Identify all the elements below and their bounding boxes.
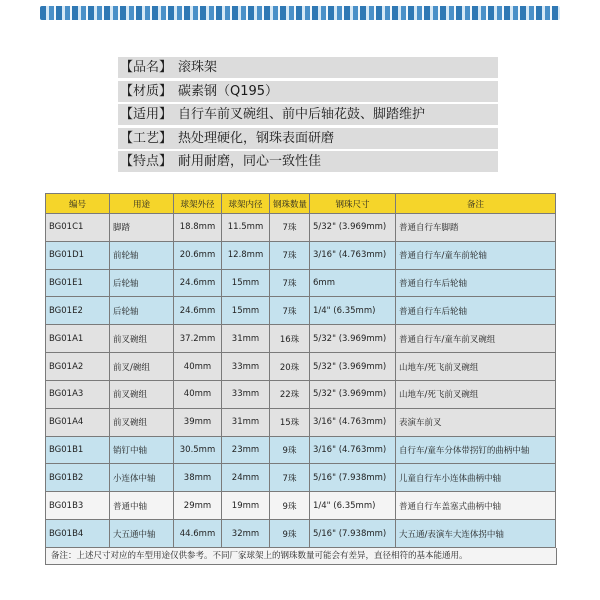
table-row — [46, 241, 556, 269]
table-cell: 普通中轴 — [110, 492, 174, 520]
spec-value: 热处理硬化，钢珠表面研磨 — [178, 130, 335, 146]
table-row — [46, 464, 556, 492]
table-cell: 5/16" (7.938mm) — [310, 464, 396, 492]
table-cell: 山地车/死飞前叉碗组 — [396, 380, 556, 408]
table-cell: 后轮轴 — [110, 269, 174, 297]
table-row — [46, 520, 556, 548]
spec-value: 自行车前叉碗组、前中后轴花鼓、脚踏维护 — [178, 107, 426, 122]
table-cell: BG01B2 — [46, 464, 110, 492]
table-cell: 15mm — [222, 269, 270, 297]
table-cell: 9珠 — [270, 492, 310, 520]
table-cell: 5/16" (7.938mm) — [310, 520, 396, 548]
table-cell: BG01C1 — [46, 214, 110, 242]
table-cell: BG01E1 — [46, 269, 110, 297]
table-cell: BG01B3 — [46, 492, 110, 520]
table-cell: 脚踏 — [110, 214, 174, 242]
table-cell: 前叉/碗组 — [110, 353, 174, 381]
spec-features — [118, 151, 498, 172]
column-header: 编号 — [46, 194, 110, 214]
table-cell: 普通自行车脚踏 — [396, 214, 556, 242]
table-cell: 22珠 — [270, 380, 310, 408]
table-cell: BG01E2 — [46, 297, 110, 325]
table-cell: 5/32" (3.969mm) — [310, 353, 396, 381]
table-cell: 6mm — [310, 269, 396, 297]
table-cell: 3/16" (4.763mm) — [310, 241, 396, 269]
decorative-banner-strip — [40, 6, 560, 20]
table-cell: 33mm — [222, 353, 270, 381]
table-cell: 44.6mm — [174, 520, 222, 548]
table-row — [46, 269, 556, 297]
table-cell: 普通自行车后轮轴 — [396, 269, 556, 297]
spec-application — [118, 104, 498, 125]
table-row — [46, 436, 556, 464]
spec-label: 【工艺】 — [120, 130, 173, 146]
table-cell: 29mm — [174, 492, 222, 520]
table-cell: 大五通/表演车大连体拐中轴 — [396, 520, 556, 548]
spec-value: 滚珠架 — [178, 60, 218, 75]
table-cell: 自行车/童车分体带拐钉的曲柄中轴 — [396, 436, 556, 464]
spec-label: 【适用】 — [120, 107, 173, 122]
table-cell: 20珠 — [270, 353, 310, 381]
table-row — [46, 214, 556, 242]
spec-value: 碳素钢（Q195） — [178, 83, 279, 99]
table-row — [46, 353, 556, 381]
table-cell: 前叉碗组 — [110, 325, 174, 353]
ball-retainer-spec-table — [45, 193, 556, 548]
table-cell: 39mm — [174, 408, 222, 436]
product-spec-list — [118, 57, 498, 175]
column-header: 球架内径 — [222, 194, 270, 214]
spec-label: 【特点】 — [120, 154, 173, 169]
table-cell: 18.8mm — [174, 214, 222, 242]
table-cell: 24.6mm — [174, 269, 222, 297]
table-row — [46, 492, 556, 520]
table-cell: 7珠 — [270, 214, 310, 242]
table-cell: 前叉碗组 — [110, 380, 174, 408]
table-cell: 7珠 — [270, 297, 310, 325]
spec-name — [118, 57, 498, 78]
table-cell: 15珠 — [270, 408, 310, 436]
table-cell: 小连体中轴 — [110, 464, 174, 492]
table-cell: BG01A3 — [46, 380, 110, 408]
footnote: 备注：上述尺寸对应的车型用途仅供参考。不同厂家球架上的钢珠数量可能会有差异，直径相符的基本能通用。 — [45, 548, 557, 565]
column-header: 球架外径 — [174, 194, 222, 214]
table-cell: 前叉碗组 — [110, 408, 174, 436]
table-cell: 7珠 — [270, 241, 310, 269]
table-cell: 普通自行车盖塞式曲柄中轴 — [396, 492, 556, 520]
table-cell: 16珠 — [270, 325, 310, 353]
table-cell: 普通自行车后轮轴 — [396, 297, 556, 325]
table-cell: 33mm — [222, 380, 270, 408]
table-cell: 24.6mm — [174, 297, 222, 325]
table-cell: 3/16" (4.763mm) — [310, 436, 396, 464]
table-row — [46, 408, 556, 436]
table-cell: 大五通中轴 — [110, 520, 174, 548]
table-cell: 24mm — [222, 464, 270, 492]
table-cell: 5/32" (3.969mm) — [310, 325, 396, 353]
table-cell: 普通自行车/童车前轮轴 — [396, 241, 556, 269]
column-header: 钢珠数量 — [270, 194, 310, 214]
table-cell: 1/4" (6.35mm) — [310, 492, 396, 520]
table-cell: 9珠 — [270, 436, 310, 464]
table-cell: 15mm — [222, 297, 270, 325]
table-cell: 23mm — [222, 436, 270, 464]
table-cell: 儿童自行车小连体曲柄中轴 — [396, 464, 556, 492]
table-cell: 5/32" (3.969mm) — [310, 214, 396, 242]
spec-label: 【品名】 — [120, 60, 173, 75]
table-cell: 前轮轴 — [110, 241, 174, 269]
table-cell: 38mm — [174, 464, 222, 492]
table-cell: 7珠 — [270, 269, 310, 297]
table-cell: BG01A4 — [46, 408, 110, 436]
table-cell: 31mm — [222, 325, 270, 353]
column-header: 用途 — [110, 194, 174, 214]
table-cell: BG01B1 — [46, 436, 110, 464]
column-header: 钢珠尺寸 — [310, 194, 396, 214]
table-header-row — [46, 194, 556, 214]
table-cell: 销钉中轴 — [110, 436, 174, 464]
table-row — [46, 325, 556, 353]
spec-value: 耐用耐磨，同心一致性佳 — [178, 154, 322, 169]
table-cell: 5/32" (3.969mm) — [310, 380, 396, 408]
table-cell: 表演车前叉 — [396, 408, 556, 436]
table-cell: 31mm — [222, 408, 270, 436]
table-cell: 后轮轴 — [110, 297, 174, 325]
spec-process — [118, 128, 498, 149]
table-cell: 20.6mm — [174, 241, 222, 269]
spec-material — [118, 81, 498, 102]
table-cell: 40mm — [174, 380, 222, 408]
table-cell: 40mm — [174, 353, 222, 381]
table-cell: BG01A2 — [46, 353, 110, 381]
column-header: 备注 — [396, 194, 556, 214]
table-cell: 7珠 — [270, 464, 310, 492]
table-cell: 普通自行车/童车前叉碗组 — [396, 325, 556, 353]
table-cell: 19mm — [222, 492, 270, 520]
table-cell: 11.5mm — [222, 214, 270, 242]
table-cell: 3/16" (4.763mm) — [310, 408, 396, 436]
table-cell: 32mm — [222, 520, 270, 548]
table-row — [46, 297, 556, 325]
table-cell: 山地车/死飞前叉碗组 — [396, 353, 556, 381]
table-cell: BG01D1 — [46, 241, 110, 269]
table-cell: 12.8mm — [222, 241, 270, 269]
spec-label: 【材质】 — [120, 83, 173, 99]
table-cell: 1/4" (6.35mm) — [310, 297, 396, 325]
table-cell: BG01B4 — [46, 520, 110, 548]
table-cell: BG01A1 — [46, 325, 110, 353]
table-cell: 9珠 — [270, 520, 310, 548]
table-row — [46, 380, 556, 408]
table-cell: 37.2mm — [174, 325, 222, 353]
table-cell: 30.5mm — [174, 436, 222, 464]
